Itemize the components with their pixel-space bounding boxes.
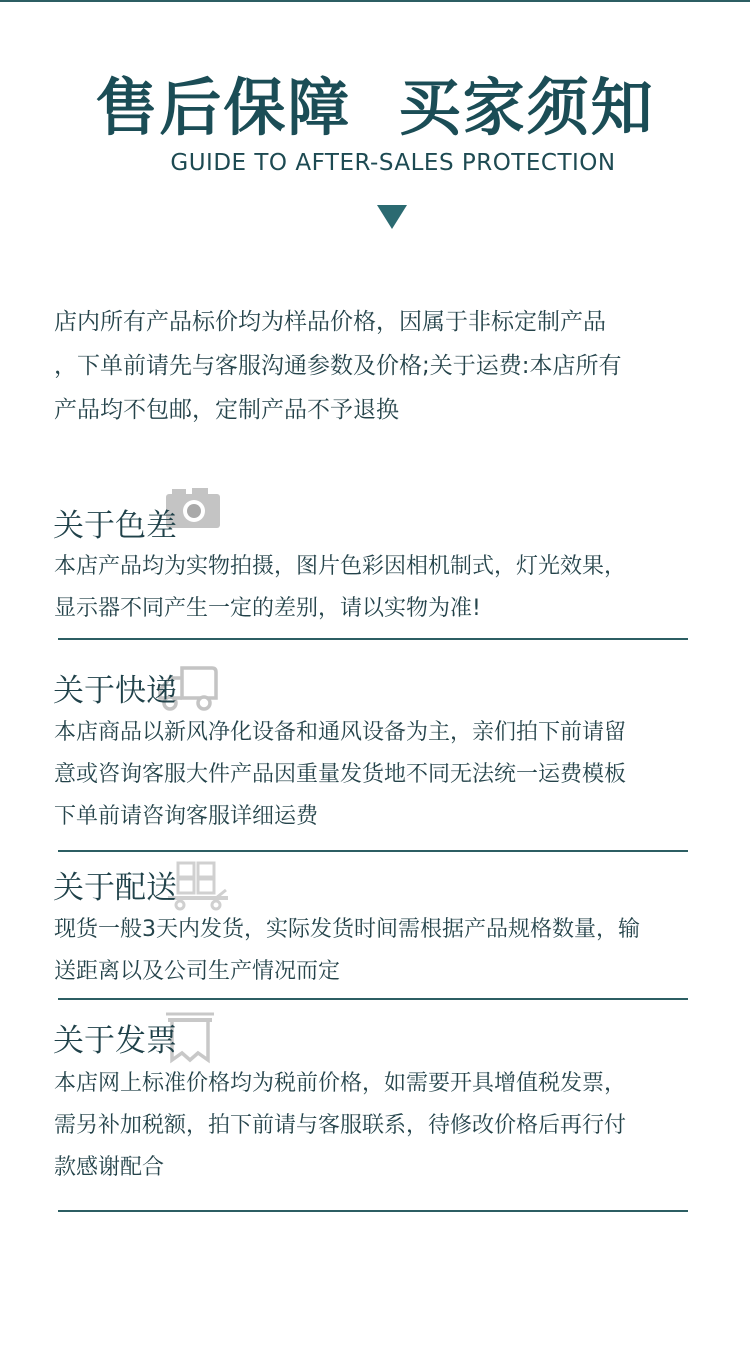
section-title-color-difference: 关于色差: [53, 508, 177, 544]
intro-line: ，下单前请先与客服沟通参数及价格;关于运费:本店所有: [54, 353, 622, 379]
section-line: 意或咨询客服大件产品因重量发货地不同无法统一运费模板: [54, 762, 627, 787]
section-body-delivery: [54, 909, 704, 993]
page-title: 售后保障 买家须知: [95, 71, 655, 144]
intro-line: 店内所有产品标价均为样品价格，因属于非标定制产品: [54, 309, 606, 335]
intro-paragraph: [54, 300, 700, 432]
section-body-express: [54, 712, 704, 838]
section-title-express: 关于快递: [53, 673, 177, 709]
section-line: 显示器不同产生一定的差别，请以实物为准!: [54, 596, 481, 621]
section-line: 本店产品均为实物拍摄，图片色彩因相机制式，灯光效果，: [54, 554, 627, 579]
divider: [58, 1210, 688, 1212]
section-line: 送距离以及公司生产情况而定: [54, 959, 341, 984]
section-line: 现货一般3天内发货，实际发货时间需根据产品规格数量，输: [54, 917, 640, 942]
section-title-invoice: 关于发票: [53, 1023, 177, 1059]
section-line: 本店网上标准价格均为税前价格，如需要开具增值税发票，: [54, 1071, 627, 1096]
section-title-delivery: 关于配送: [53, 870, 177, 906]
intro-line: 产品均不包邮，定制产品不予退换: [54, 397, 399, 423]
section-line: 款感谢配合: [54, 1155, 165, 1180]
down-arrow-icon: [377, 205, 407, 229]
section-line: 需另补加税额，拍下前请与客服联系，待修改价格后再行付: [54, 1113, 627, 1138]
divider: [58, 850, 688, 852]
divider: [58, 638, 688, 640]
section-body-invoice: [54, 1063, 704, 1189]
divider: [58, 998, 688, 1000]
section-line: 下单前请咨询客服详细运费: [54, 804, 319, 829]
section-line: 本店商品以新风净化设备和通风设备为主，亲们拍下前请留: [54, 720, 627, 745]
top-border: [0, 0, 750, 2]
section-body-color-difference: [54, 546, 704, 630]
page-subtitle: GUIDE TO AFTER-SALES PROTECTION: [170, 150, 616, 176]
